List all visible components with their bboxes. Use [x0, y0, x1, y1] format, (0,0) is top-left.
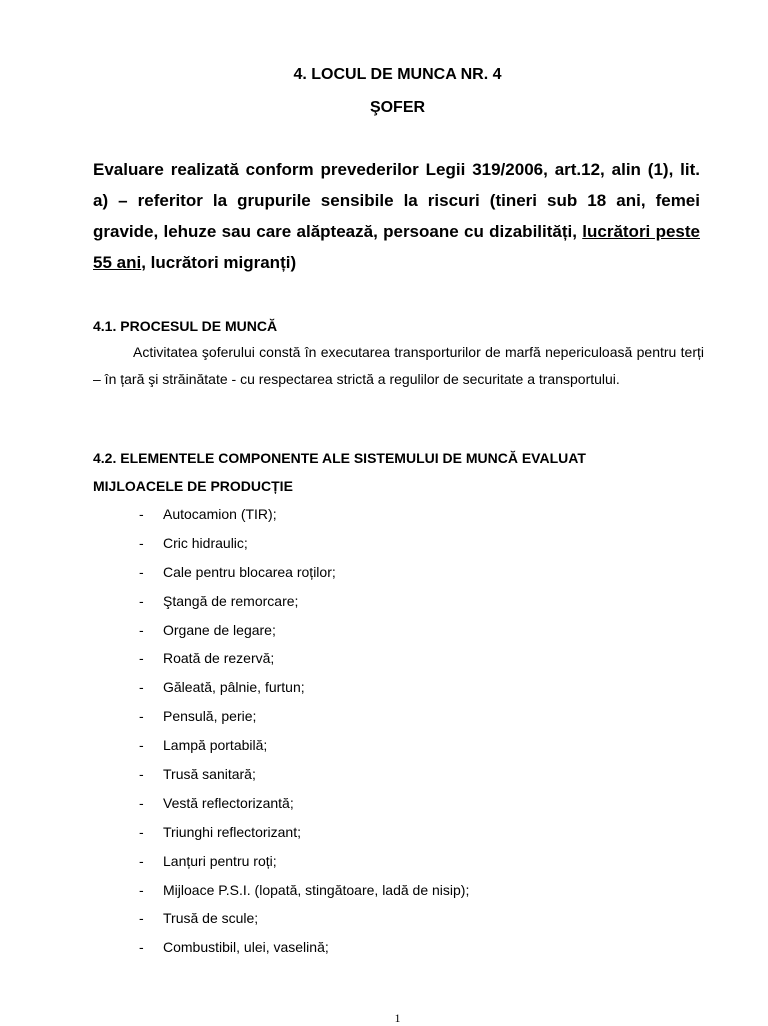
list-item-text: Pensulă, perie;: [163, 708, 257, 725]
list-bullet-dash: -: [139, 737, 144, 754]
list-bullet-dash: -: [139, 910, 144, 927]
list-bullet-dash: -: [139, 650, 144, 667]
process-description: Activitatea şoferului constă în executarea transporturilor de marfă nepericuloasă pentru terți – în țară şi străinătate - cu respectarea strictă a regulilor de securitate a transportului.: [93, 344, 704, 387]
list-bullet-dash: -: [139, 766, 144, 783]
list-bullet-dash: -: [139, 881, 144, 898]
list-bullet-dash: -: [139, 679, 144, 696]
list-item-text: Cric hidraulic;: [163, 534, 248, 551]
list-item-text: Combustibil, ulei, vaselină;: [163, 939, 329, 956]
list-item-text: Mijloace P.S.I. (lopată, stingătoare, ladă de nisip);: [163, 881, 470, 898]
list-bullet-dash: -: [139, 823, 144, 840]
list-bullet-dash: -: [139, 708, 144, 725]
list-item-text: Lampă portabilă;: [163, 737, 268, 754]
list-bullet-dash: -: [139, 563, 144, 580]
list-item-text: Vestă reflectorizantă;: [163, 794, 294, 811]
intro-paragraph: [93, 154, 700, 278]
list-bullet-dash: -: [139, 939, 144, 956]
list-item-text: Autocamion (TIR);: [163, 506, 277, 522]
list-bullet-dash: -: [139, 621, 144, 638]
intro-underlined-text: lucrători peste 55 ani: [93, 222, 700, 272]
intro-text-end: , lucrători migranți): [141, 253, 297, 272]
section-heading-elements: 4.2. ELEMENTELE COMPONENTE ALE SISTEMULUI DE MUNCĂ EVALUAT: [93, 450, 586, 466]
list-item-text: Organe de legare;: [163, 621, 276, 638]
intro-text: Evaluare realizată conform prevederilor Legii 319/2006, art.12, alin (1), lit. a) – referitor la grupurile sensibile la riscuri (tineri sub 18 ani, femei gravide, lehuze sau care alăptează, persoane cu dizabilități,: [93, 160, 700, 241]
list-bullet-dash: -: [139, 592, 144, 609]
list-item-text: Ştangă de remorcare;: [163, 592, 299, 609]
list-item-text: Lanțuri pentru roți;: [163, 852, 277, 869]
document-title: 4. LOCUL DE MUNCA NR. 4: [293, 66, 502, 83]
list-bullet-dash: -: [139, 534, 144, 551]
page-number: 1: [394, 1011, 401, 1025]
list-item-text: Triunghi reflectorizant;: [163, 823, 301, 840]
document-subtitle: ŞOFER: [369, 99, 426, 116]
list-bullet-dash: -: [139, 794, 144, 811]
list-bullet-dash: -: [139, 852, 144, 869]
list-item-text: Roată de rezervă;: [163, 650, 275, 667]
list-item-text: Trusă de scule;: [163, 910, 259, 927]
list-item-text: Trusă sanitară;: [163, 766, 256, 783]
section-heading-process: 4.1. PROCESUL DE MUNCĂ: [93, 318, 278, 334]
section-subheading-means: MIJLOACELE DE PRODUCȚIE: [93, 478, 293, 494]
list-bullet-dash: -: [139, 506, 144, 522]
list-item-text: Cale pentru blocarea roților;: [163, 563, 336, 580]
list-item-text: Găleată, pâlnie, furtun;: [163, 679, 305, 696]
